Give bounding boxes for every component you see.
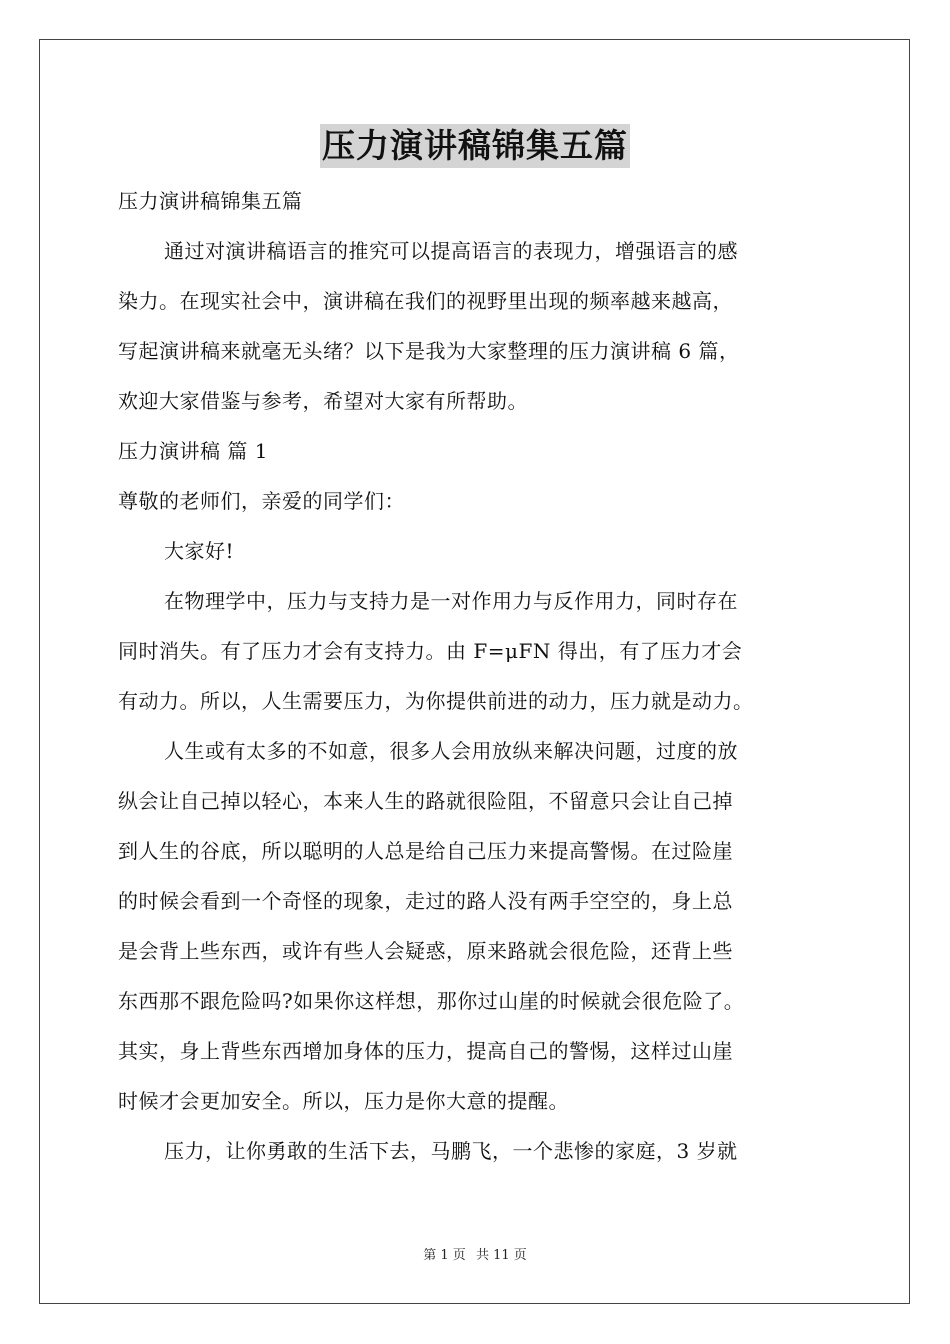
page-total: 共 11 页 <box>475 1248 527 1263</box>
page-number: 第 1 页 <box>423 1248 466 1263</box>
text-line: 的时候会看到一个奇怪的现象，走过的路人没有两手空空的，身上总 <box>118 889 733 913</box>
text-line: 压力，让你勇敢的生活下去，马鹏飞，一个悲惨的家庭，3 岁就 <box>164 1139 738 1163</box>
text-line: 压力演讲稿 篇 1 <box>118 439 268 463</box>
text-line: 通过对演讲稿语言的推究可以提高语言的表现力，增强语言的感 <box>164 239 738 263</box>
document-title: 压力演讲稿锦集五篇 <box>320 124 630 168</box>
text-line: 其实，身上背些东西增加身体的压力，提高自己的警惕，这样过山崖 <box>118 1039 733 1063</box>
text-line: 同时消失。有了压力才会有支持力。由 F=μFN 得出，有了压力才会 <box>118 639 743 663</box>
text-line: 有动力。所以，人生需要压力，为你提供前进的动力，压力就是动力。 <box>118 689 754 713</box>
text-line: 欢迎大家借鉴与参考，希望对大家有所帮助。 <box>118 389 528 413</box>
text-line: 纵会让自己掉以轻心，本来人生的路就很险阻，不留意只会让自己掉 <box>118 789 733 813</box>
text-line: 到人生的谷底，所以聪明的人总是给自己压力来提高警惕。在过险崖 <box>118 839 733 863</box>
text-line: 是会背上些东西，或许有些人会疑惑，原来路就会很危险，还背上些 <box>118 939 733 963</box>
text-line: 大家好! <box>164 539 235 563</box>
text-line: 尊敬的老师们，亲爱的同学们： <box>118 489 405 513</box>
text-line: 染力。在现实社会中，演讲稿在我们的视野里出现的频率越来越高， <box>118 289 733 313</box>
page-footer <box>0 1244 950 1263</box>
document-body <box>118 176 838 1176</box>
text-line: 东西那不跟危险吗?如果你这样想，那你过山崖的时候就会很危险了。 <box>118 989 745 1013</box>
text-line: 在物理学中，压力与支持力是一对作用力与反作用力，同时存在 <box>164 589 738 613</box>
text-line: 人生或有太多的不如意，很多人会用放纵来解决问题，过度的放 <box>164 739 738 763</box>
title-container <box>0 124 950 168</box>
text-line: 时候才会更加安全。所以，压力是你大意的提醒。 <box>118 1089 569 1113</box>
text-line: 压力演讲稿锦集五篇 <box>118 189 303 213</box>
text-line: 写起演讲稿来就毫无头绪？以下是我为大家整理的压力演讲稿 6 篇， <box>118 339 740 363</box>
